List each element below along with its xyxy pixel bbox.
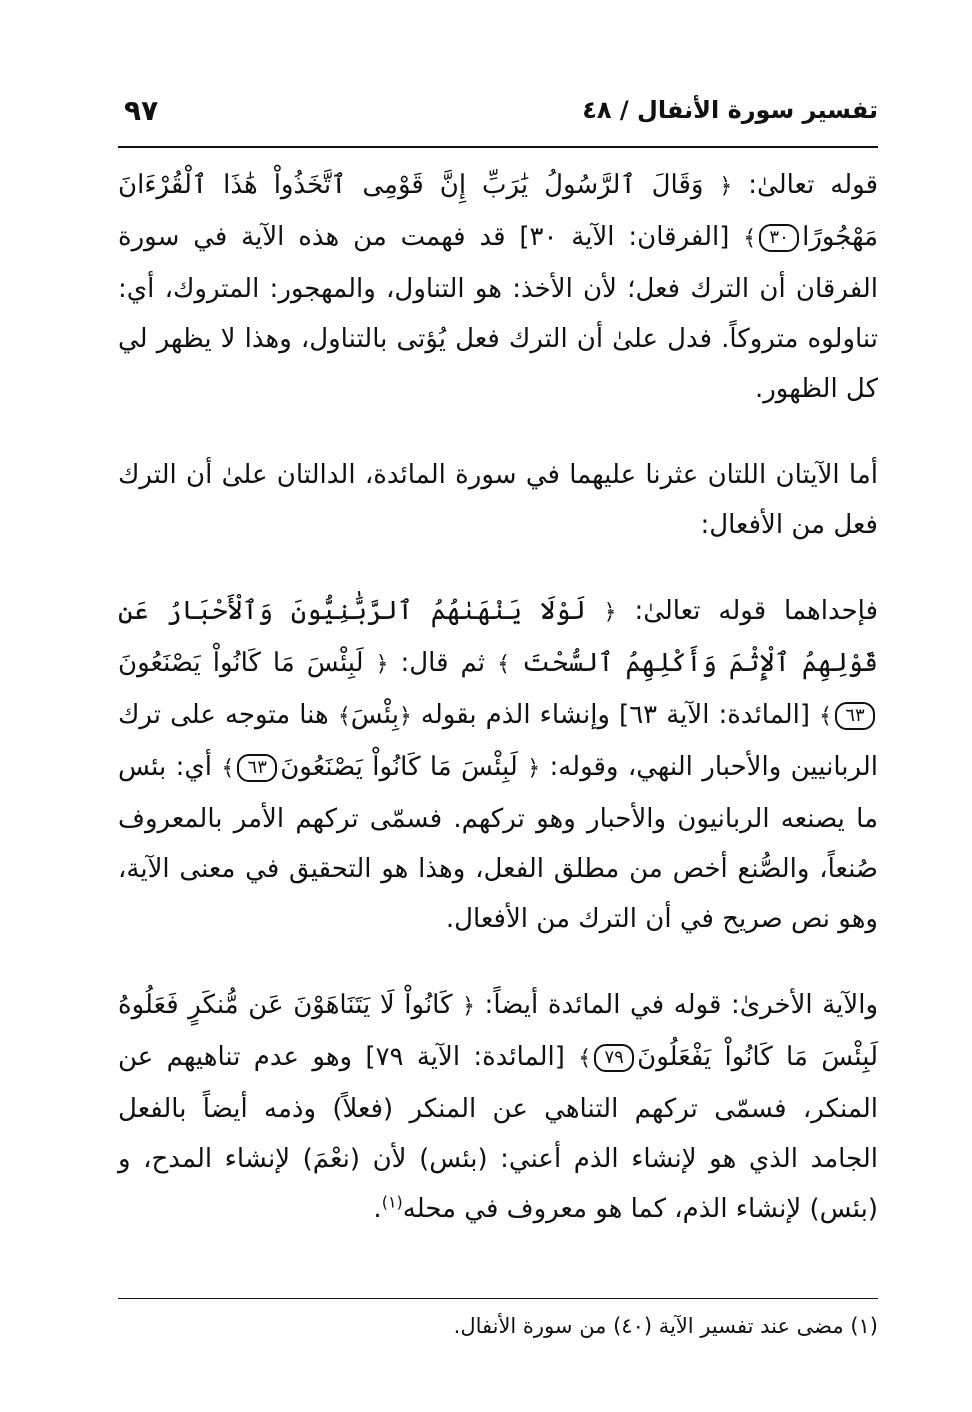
header-rule: [118, 146, 878, 148]
verse-number-badge: ٦٣: [835, 702, 875, 730]
verse-number-badge: ٧٩: [594, 1044, 634, 1072]
page-header: [118, 96, 878, 136]
text: والآية الأخرىٰ: قوله في المائدة أيضاً:: [474, 990, 878, 1020]
paragraph-3: [118, 586, 878, 944]
quran-verse: كَانُواْ لَا يَتَنَاهَوْنَ عَن مُّنكَرٍ فَعَلُوهُ لَبِئْسَ مَا كَانُواْ يَفْعَلُونَ: [118, 990, 878, 1072]
verse-close-bracket: ﴾: [578, 1046, 592, 1071]
verse-open-bracket: ﴿: [398, 704, 412, 729]
running-title: تفسير سورة الأنفال / ٤٨: [582, 96, 878, 124]
text: فإحداهما قوله تعالىٰ:: [616, 596, 879, 626]
verse-open-bracket: ﴿: [462, 994, 475, 1019]
verse-close-bracket: ﴾: [497, 652, 510, 677]
verse-number-badge: ٦٣: [237, 754, 277, 782]
verse-open-bracket: ﴿: [527, 756, 541, 781]
verse-close-bracket: ﴾: [743, 226, 757, 251]
paragraph-4: [118, 980, 878, 1234]
verse-close-bracket: ﴾: [221, 756, 235, 781]
text: أما الآيتان اللتان عثرنا عليهما في سورة المائدة، الدالتان علىٰ أن الترك فعل من الأفعال:: [118, 460, 878, 540]
text: أي: بئس ما يصنعه الربانيون والأحبار وهو تركهم. فسمّى تركهم الأمر بالمعروف صُنعاً، والصُّنع أخص من مطلق الفعل، وهذا هو التحقيق في معنى الآية، وهو نص صريح في أن الترك من الأفعال.: [118, 752, 878, 934]
text: قوله تعالىٰ:: [732, 170, 878, 200]
text: [المائدة: الآية ٧٩] وهو عدم تناهيهم عن المنكر، فسمّى تركهم التناهي عن المنكر (فعلاً) وذمه أيضاً بالفعل الجامد الذي هو لإنشاء الذم أعني: (بئس) لأن (نعْمَ) لإنشاء المدح، و (بئس) لإنشاء الذم، كما هو معروف في محله: [118, 1042, 878, 1224]
text: .: [373, 1194, 382, 1224]
text: [الفرقان: الآية ٣٠] قد فهمت من هذه الآية في سورة الفرقان أن الترك فعل؛ لأن الأخذ: هو التناول، والمهجور: المتروك، أي: تناولوه متروكاً. فدل علىٰ أن الترك فعل يُؤتى بالتناول، وهذا لا يظهر لي كل الظهور.: [118, 222, 878, 404]
text: [المائدة: الآية ٦٣] وإنشاء الذم بقوله: [411, 700, 820, 730]
paragraph-1: [118, 160, 878, 414]
footnote: (١) مضى عند تفسير الآية (٤٠) من سورة الأنفال.: [453, 1314, 878, 1338]
footnote-separator: [118, 1298, 878, 1299]
text: هنا متوجه على ترك الربانيين والأحبار النهي، وقوله:: [118, 700, 879, 782]
verse-open-bracket: ﴿: [603, 600, 617, 625]
verse-open-bracket: ﴿: [719, 174, 733, 199]
paragraph-2: [118, 450, 878, 550]
verse-close-bracket: ﴾: [337, 704, 351, 729]
verse-number-badge: ٣٠: [759, 224, 799, 252]
quran-verse: لَبِئْسَ مَا كَانُواْ يَصْنَعُونَ: [118, 648, 364, 678]
text: ثم قال:: [388, 648, 498, 678]
verse-close-bracket: ﴾: [819, 704, 833, 729]
quran-verse: لَوْلَا يَنْهَىٰهُمُ ٱلرَّبَّٰنِيُّونَ وَٱلْأَحْبَارُ عَن قَوْلِهِمُ ٱلْإِثْمَ وَأَكْلِهِمُ ٱلسُّحْتَ: [118, 596, 879, 678]
verse-open-bracket: ﴿: [375, 652, 389, 677]
footnote-reference: (١): [381, 1192, 403, 1212]
quran-word: بِئْسَ: [350, 700, 399, 730]
quran-verse: وَقَالَ ٱلرَّسُولُ يَٰرَبِّ إِنَّ قَوْمِى ٱتَّخَذُواْ هَٰذَا ٱلْقُرْءَانَ مَهْجُورًا: [118, 170, 878, 252]
quran-verse: لَبِئْسَ مَا كَانُواْ يَصْنَعُونَ: [280, 752, 518, 782]
main-text: [118, 160, 878, 1254]
page-number: ٩٧: [124, 94, 159, 127]
